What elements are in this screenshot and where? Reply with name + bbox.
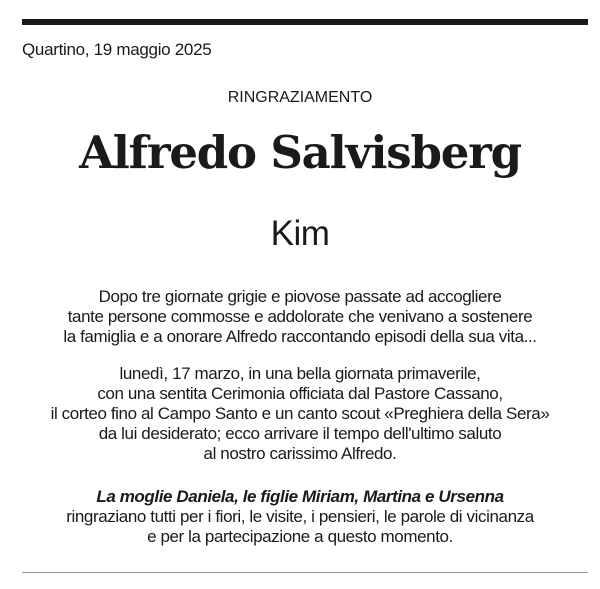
section-label: RINGRAZIAMENTO: [227, 89, 373, 106]
text-line: ringraziano tutti per i fiori, le visite, i pensieri, le parole di vicinanza: [66, 507, 534, 526]
text-line: tante persone commosse e addolorate che venivano a sostenere: [67, 307, 533, 326]
place-date: Quartino, 19 maggio 2025: [22, 40, 212, 59]
text-line: la famiglia e a onorare Alfredo raccontando episodi della sua vita...: [63, 327, 537, 346]
text-line: Dopo tre giornate grigie e piovose passate ad accogliere: [98, 287, 502, 306]
paragraph-1: [0, 287, 600, 347]
text-line: al nostro carissimo Alfredo.: [203, 444, 397, 463]
text-line: lunedì, 17 marzo, in una bella giornata primaverile,: [119, 364, 481, 383]
signers-line: La moglie Daniela, le figlie Miriam, Martina e Ursenna: [96, 487, 504, 506]
closing-paragraph: [0, 487, 600, 547]
text-line: e per la partecipazione a questo momento.: [147, 527, 453, 546]
bottom-rule: [22, 572, 588, 573]
nickname: Kim: [270, 214, 330, 253]
text-line: il corteo fino al Campo Santo e un canto scout «Preghiera della Sera»: [50, 404, 550, 423]
text-line: con una sentita Cerimonia officiata dal Pastore Cassano,: [97, 384, 503, 403]
text-line: da lui desiderato; ecco arrivare il tempo dell'ultimo saluto: [98, 424, 502, 443]
paragraph-2: [0, 364, 600, 464]
deceased-name: Alfredo Salvisberg: [79, 126, 521, 179]
top-rule: [22, 19, 588, 25]
